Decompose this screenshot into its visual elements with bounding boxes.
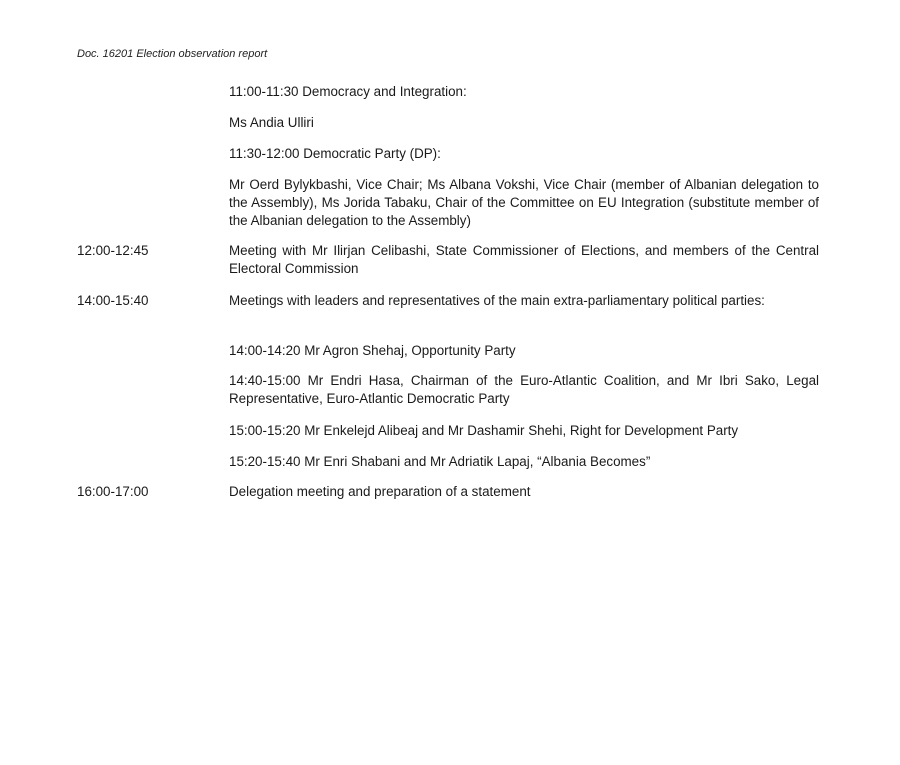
programme-entry-democratic-party: 11:30-12:00 Democratic Party (DP): — [229, 146, 441, 161]
schedule-time-1: 12:00-12:45 — [77, 243, 149, 258]
programme-entry-democracy-integration: 11:00-11:30 Democracy and Integration: — [229, 84, 467, 99]
schedule-desc-1: Meeting with Mr Ilirjan Celibashi, State Commissioner of Elections, and members of the Central Electoral Commission — [229, 243, 819, 276]
sub-meeting-1: 14:00-14:20 Mr Agron Shehaj, Opportunity Party — [229, 343, 516, 358]
sub-meeting-4: 15:20-15:40 Mr Enri Shabani and Mr Adriatik Lapaj, “Albania Becomes” — [229, 454, 651, 469]
schedule-desc-2: Meetings with leaders and representatives of the main extra-parliamentary political parties: — [229, 293, 765, 308]
sub-meeting-3: 15:00-15:20 Mr Enkelejd Alibeaj and Mr Dashamir Shehi, Right for Development Party — [229, 423, 739, 438]
sub-meeting-2: 14:40-15:00 Mr Endri Hasa, Chairman of the Euro-Atlantic Coalition, and Mr Ibri Sako, Legal Representative, Euro-Atlantic Democratic Party — [229, 373, 819, 406]
programme-entry-dp-attendees: Mr Oerd Bylykbashi, Vice Chair; Ms Albana Vokshi, Vice Chair (member of Albanian delegation to the Assembly), Ms Jorida Tabaku, Chair of the Committee on EU Integration (substitute member of the Albanian delegation to the Assembly) — [229, 177, 819, 228]
schedule-desc-3: Delegation meeting and preparation of a statement — [229, 484, 531, 499]
programme-entry-attendee: Ms Andia Ulliri — [229, 115, 314, 130]
document-header: Doc. 16201 Election observation report — [77, 48, 268, 60]
schedule-time-3: 16:00-17:00 — [77, 484, 149, 499]
schedule-time-2: 14:00-15:40 — [77, 293, 149, 308]
